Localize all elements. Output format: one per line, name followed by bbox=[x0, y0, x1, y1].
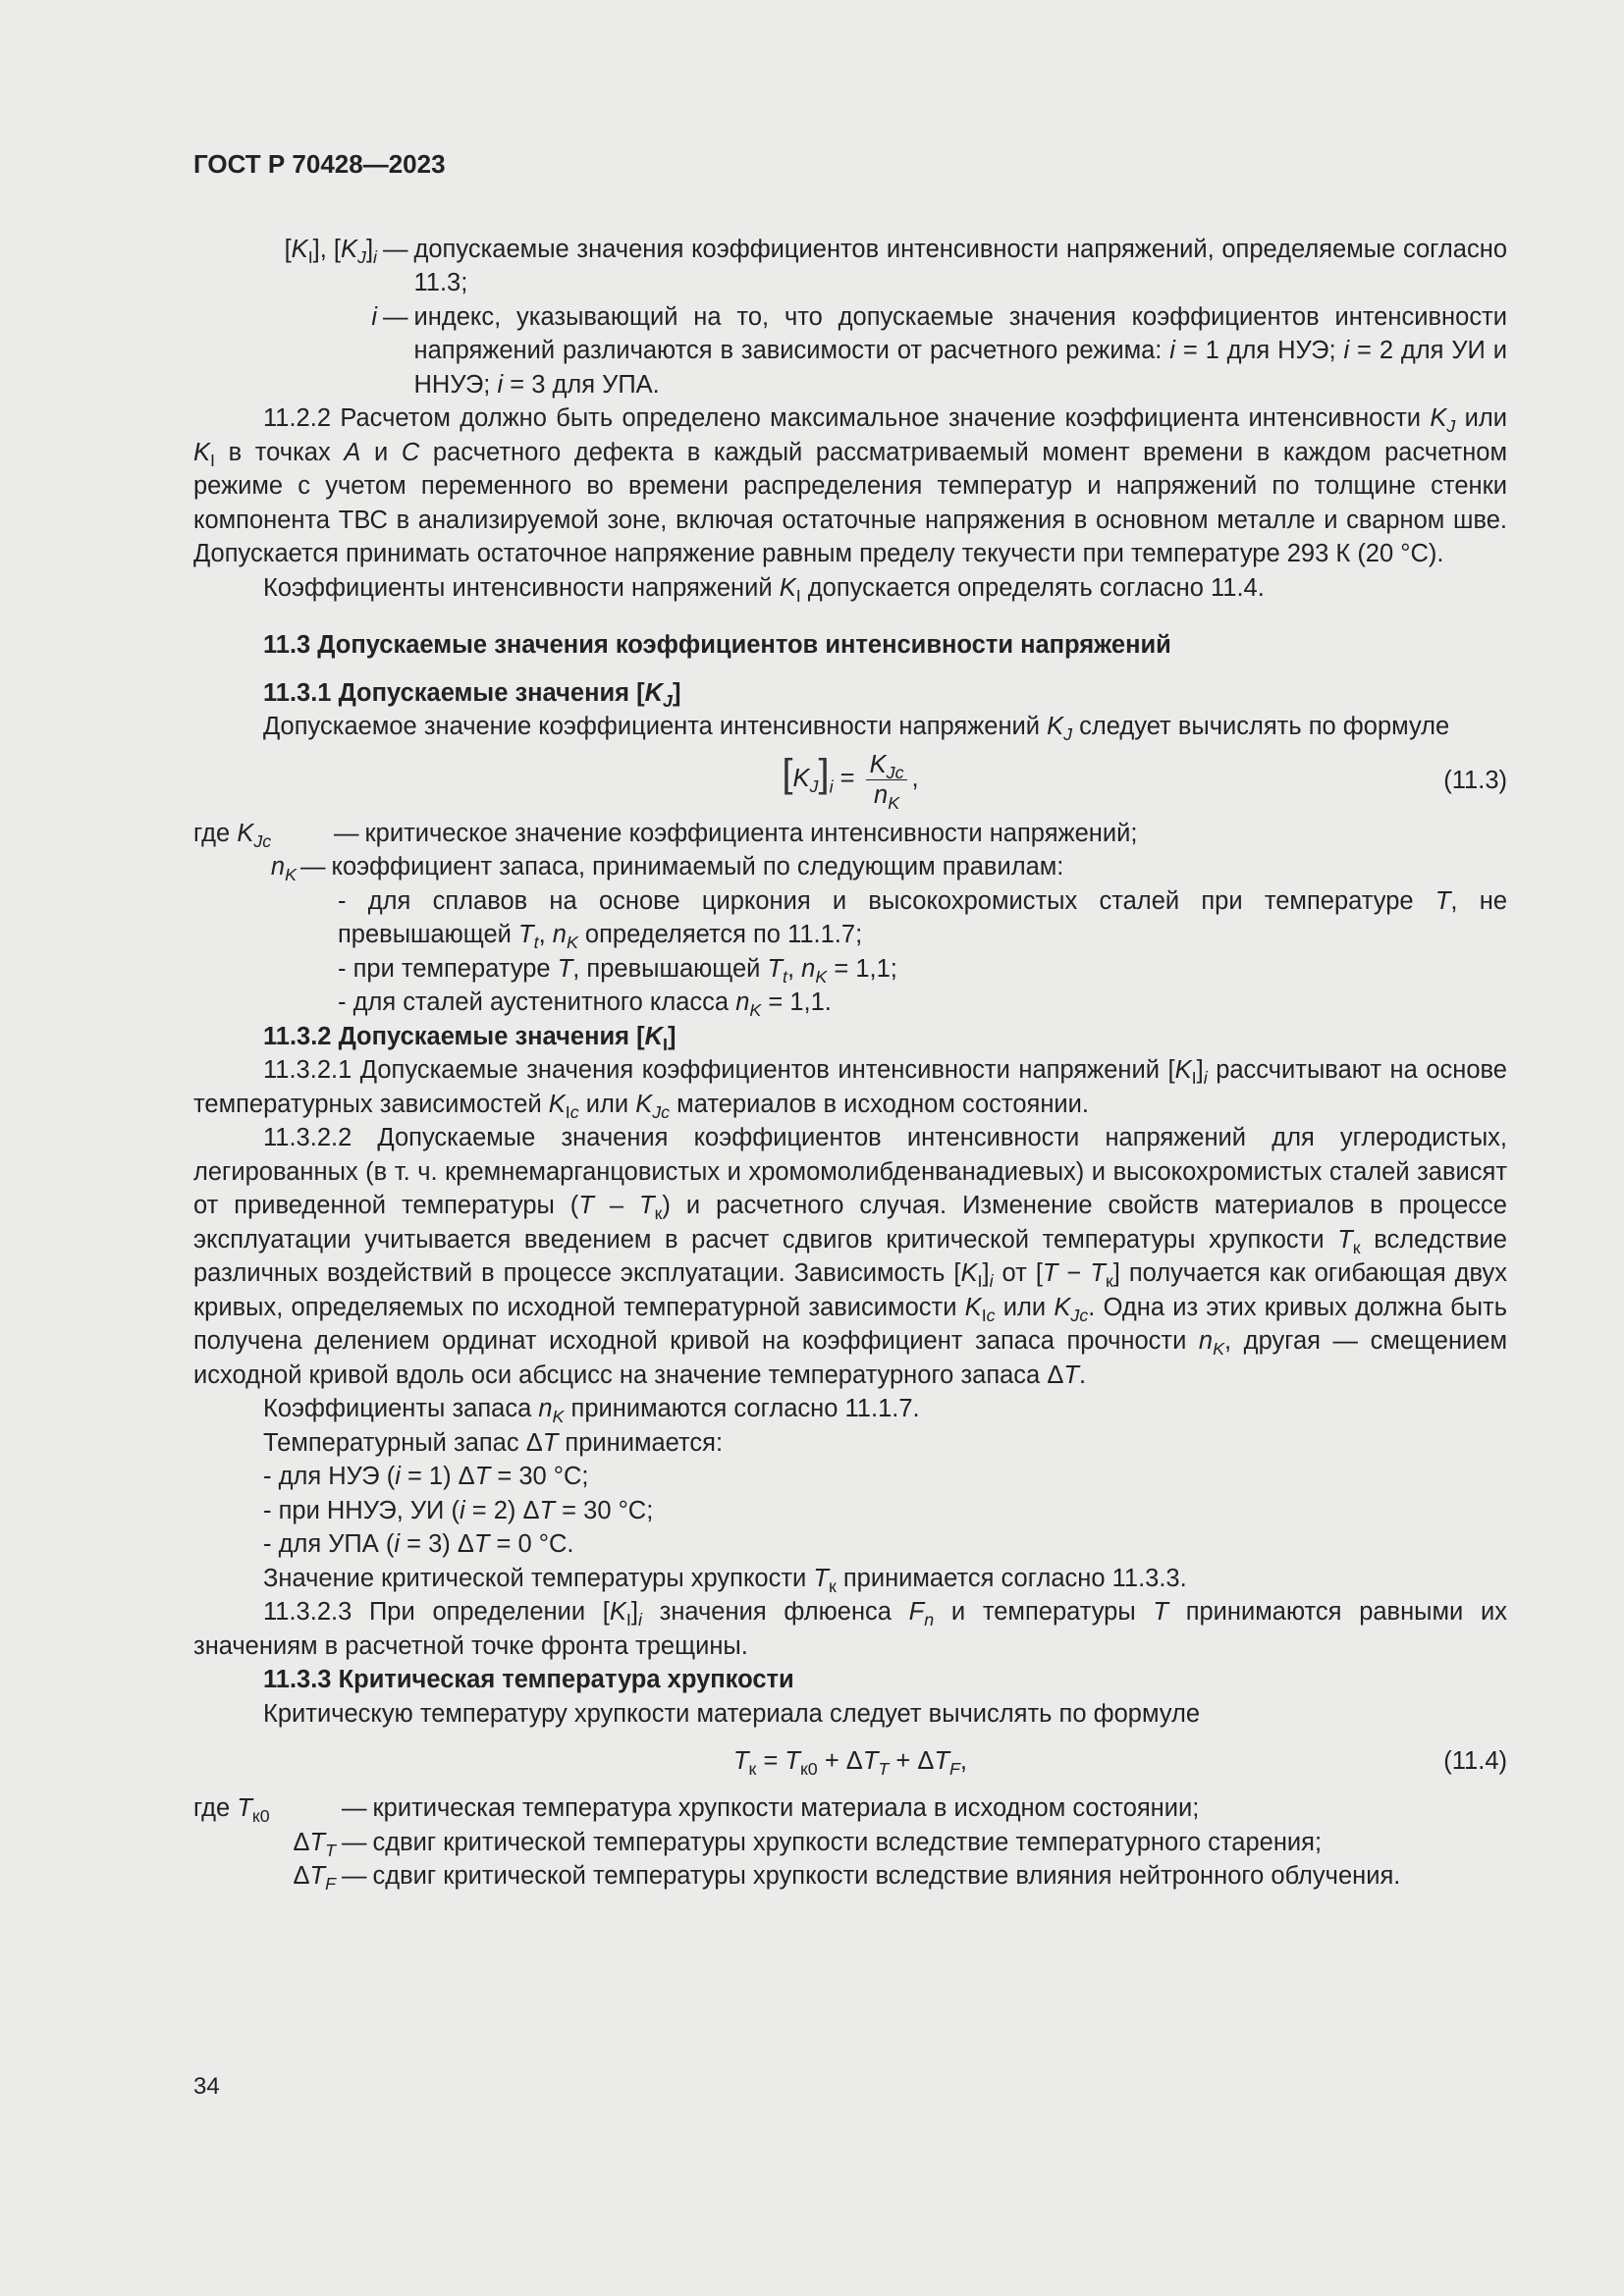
definition-item: где $T_{к0}$ — критическая температура хрупкости материала в исходном состоянии; bbox=[193, 1791, 1507, 1826]
rule-item: - для сталей аустенитного класса $n_K = 1,1$. bbox=[338, 988, 832, 1021]
definition-item: $\Delta T_T$ — сдвиг критической температуры хрупкости вследствие температурного старения; bbox=[193, 1826, 1507, 1860]
section-heading-11-3-1: 11.3.1 Допускаемые значения $[K_J]$ bbox=[263, 678, 681, 711]
formula-number: (11.3) bbox=[1443, 766, 1507, 794]
definition-term: где $K_{Jc}$ bbox=[193, 819, 272, 851]
paragraph-11-2-2: 11.2.2 Расчетом должно быть определено максимальное значение коэффициента интенсивности $K_J$ или $K_I$ в точках A и C расчетного дефекта в каждый рассматриваемый момент времени в каждом расчетном режиме с учетом переменного во времени распределения температур и напряжений по толщине стенки компонента ТВС в анализируемой зоне, включая остаточные напряжения в основном металле и сварном шве. Допускается принимать остаточное напряжение равным пределу текучести при температуре 293 К (20 °C). bbox=[193, 404, 1508, 567]
text-line: Значение критической температуры хрупкости $T_к$ принимается согласно 11.3.3. bbox=[263, 1564, 1187, 1596]
definition-body: сдвиг критической температуры хрупкости вследствие температурного старения; bbox=[372, 1828, 1323, 1856]
text-line: Температурный запас ΔT принимается: bbox=[263, 1428, 724, 1457]
text-line: - для УПА (i = 3) ΔT = 0 °C. bbox=[263, 1530, 574, 1558]
definition-item: $\Delta T_F$ — сдвиг критической температуры хрупкости вследствие влияния нейтронного облучения. bbox=[193, 1859, 1507, 1894]
definition-body: допускаемые значения коэффициентов интенсивности напряжений, определяемые согласно 11.3; bbox=[413, 235, 1507, 296]
formula-expression: $T_к = T_{к0} + \Delta T_T + \Delta T_F$, bbox=[732, 1746, 968, 1779]
definition-body: коэффициент запаса, принимаемый по следующим правилам: bbox=[331, 853, 1064, 881]
definition-item: $n_K$ — коэффициент запаса, принимаемый по следующим правилам: bbox=[193, 850, 1507, 884]
section-heading-11-3-2: 11.3.2 Допускаемые значения $[K_I]$ bbox=[263, 1022, 677, 1054]
definition-item: где $K_{Jc}$ — критическое значение коэффициента интенсивности напряжений; bbox=[193, 817, 1507, 851]
definition-body: сдвиг критической температуры хрупкости вследствие влияния нейтронного облучения. bbox=[372, 1862, 1401, 1890]
paragraph-11-3-2-2: 11.3.2.2 Допускаемые значения коэффициентов интенсивности напряжений для углеродистых, легированных (в т. ч. кремнемарганцовистых и хромомолибденванадиевых) и высокохромистых сталей зависят от приведенной температуры $(T - T_к)$ и расчетного случая. Изменение свойств материалов в процессе эксплуатации учитывается введением в расчет сдвигов критической температуры хрупкости $T_к$ вследствие различных воздействий в процессе эксплуатации. Зависимость $[K_I]_i$ от $[T - T_к]$ получается как огибающая двух кривых, определяемых по исходной температурной зависимости $K_{Ic}$ или $K_{Jc}$. Одна из этих кривых должна быть получена делением ординат исходной кривой на коэффициент запаса прочности $n_K$, другая — смещением исходной кривой вдоль оси абсцисс на значение температурного запаса ΔT. bbox=[193, 1124, 1508, 1389]
document-page bbox=[193, 147, 1507, 1894]
definition-body: критическое значение коэффициента интенсивности напряжений; bbox=[364, 819, 1138, 847]
paragraph-11-3-2-3: 11.3.2.3 При определении $[K_I]_i$ значения флюенса $F_n$ и температуры T принимаются равными их значениям в расчетной точке фронта трещины. bbox=[193, 1598, 1507, 1660]
formula-number: (11.4) bbox=[1443, 1746, 1507, 1775]
definition-term: где $T_{к0}$ bbox=[193, 1794, 270, 1827]
text-line: - при ННУЭ, УИ (i = 2) ΔT = 30 °C; bbox=[263, 1496, 654, 1524]
paragraph-11-3-2-1: 11.3.2.1 Допускаемые значения коэффициентов интенсивности напряжений $[K_I]_i$ рассчитывают на основе температурных зависимостей $K_{Ic}$ или $K_{Jc}$ материалов в исходном состоянии. bbox=[193, 1056, 1507, 1122]
paragraph-11-3-1: Допускаемое значение коэффициента интенсивности напряжений $K_J$ следует вычислять по формуле bbox=[263, 713, 1450, 745]
rule-item: - для сплавов на основе циркония и высокохромистых сталей при температуре T, не превышающей $T_t$, $n_K$ определяется по 11.1.7; bbox=[338, 886, 1507, 953]
text-line: - для НУЭ (i = 1) ΔT = 30 °C; bbox=[263, 1463, 589, 1490]
definition-body: критическая температура хрупкости материала в исходном состоянии; bbox=[372, 1794, 1200, 1822]
paragraph-ki: Коэффициенты интенсивности напряжений $K_I$ допускается определять согласно 11.4. bbox=[263, 573, 1265, 606]
section-heading-11-3-3: 11.3.3 Критическая температура хрупкости bbox=[263, 1666, 794, 1693]
definition-item: i — индекс, указывающий на то, что допускаемые значения коэффициентов интенсивности напряжений различаются в зависимости от расчетного режима: i = 1 для НУЭ; i = 2 для УИ и ННУЭ; i = 3 для УПА. bbox=[193, 300, 1507, 402]
formula-11-3 bbox=[193, 744, 1507, 817]
text-line: Коэффициенты запаса $n_K$ принимаются согласно 11.1.7. bbox=[263, 1395, 920, 1427]
section-heading-11-3: 11.3 Допускаемые значения коэффициентов интенсивности напряжений bbox=[263, 631, 1171, 659]
document-header: ГОСТ Р 70428—2023 bbox=[193, 149, 446, 179]
page-number: 34 bbox=[193, 2073, 220, 2100]
definition-item: $[K_I]$, $[K_J]_i$ — допускаемые значения коэффициентов интенсивности напряжений, определяемые согласно 11.3; bbox=[193, 233, 1507, 300]
rule-item: - при температуре T, превышающей $T_t$, $n_K = 1,1$; bbox=[338, 954, 897, 987]
definition-term: $[K_I]$, $[K_J]_i$ bbox=[284, 235, 377, 267]
definition-term: $\Delta T_T$ bbox=[293, 1828, 336, 1860]
definition-term: i bbox=[371, 302, 377, 331]
definition-term: $n_K$ bbox=[270, 853, 297, 885]
formula-expression: $[K_J]_i$ = $\frac{K_{Jc}}{n_K}$ , bbox=[782, 751, 919, 814]
definition-body: индекс, указывающий на то, что допускаемые значения коэффициентов интенсивности напряжений различаются в зависимости от расчетного режима: i = 1 для НУЭ; i = 2 для УИ и ННУЭ; i = 3 для УПА. bbox=[413, 302, 1507, 399]
formula-11-4 bbox=[193, 1731, 1507, 1791]
paragraph-11-3-3: Критическую температуру хрупкости материала следует вычислять по формуле bbox=[263, 1699, 1201, 1728]
definition-term: $\Delta T_F$ bbox=[293, 1862, 336, 1895]
